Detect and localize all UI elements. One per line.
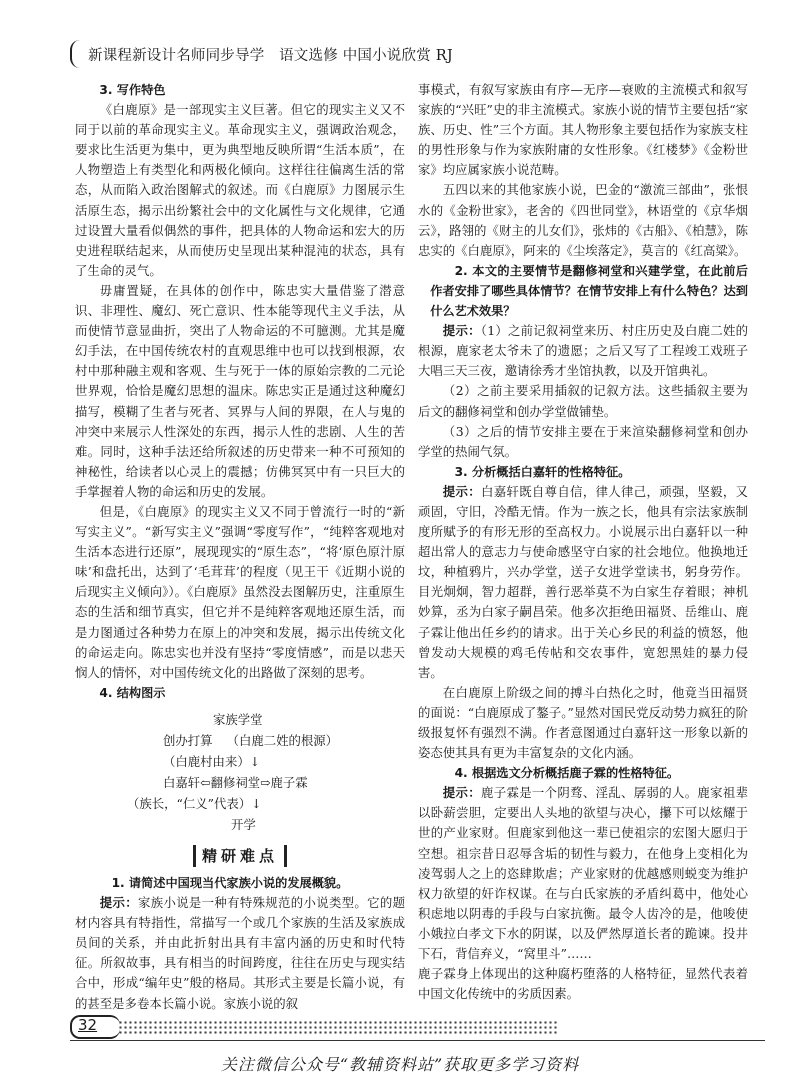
structure-diagram [75, 709, 405, 835]
question-3: 3. 分析概括白嘉轩的性格特征。 [454, 464, 631, 479]
hint-label: 提示： [442, 323, 481, 339]
diagram-row [75, 793, 405, 814]
section-4-title: 4. 结构图示 [99, 685, 166, 700]
diagram-node: 鹿子霖 [270, 774, 308, 790]
paragraph: 事模式，有叙写家族由有序—无序—衰败的主流模式和叙写家族的“兴旺”史的非主流模式。家族小说的情节主要包括“家族、历史、性”三个方面。其人物形象主要包括作为家族支柱的男性形象与作为家族附庸的女性形象。《红楼梦》《金粉世家》均应属家族小说范畴。 [418, 82, 748, 178]
answer-2 [418, 321, 748, 381]
paragraph: 鹿子霖身上体现出的这种腐朽堕落的人格特征，显然代表着中国文化传统中的劣质因素。 [418, 966, 748, 1002]
diagram-row [75, 730, 405, 751]
answer-text: （1）之前记叙祠堂来历、村庄历史及白鹿二姓的根源，鹿家老太爷未了的遗愿；之后又写了工程竣工戏班子大唱三天三夜，邀请徐秀才坐馆执教，以及开馆典礼。 [418, 323, 749, 379]
arrow-down-icon: ↓ [249, 753, 261, 769]
diagram-node: 白嘉轩 [163, 774, 201, 790]
footer-note: 关注微信公众号“教辅资料站”获取更多学习资料 [220, 1055, 580, 1074]
page-header [70, 40, 770, 70]
question-2: 2. 本文的主要情节是翻修祠堂和兴建学堂，在此前后作者安排了哪些具体情节？在情节安排上有什么特色？达到什么艺术效果？ [430, 263, 748, 319]
diagram-note: （白鹿村由来） [163, 753, 250, 769]
diagram-row [75, 751, 405, 772]
hint-label: 提示： [442, 483, 481, 499]
answer-text: 鹿子霖是一个阴骛、淫乱、孱弱的人。鹿家祖辈以卧薪尝胆，定要出人头地的欲望与决心，攥下可以炫耀于世的产业家财。但鹿家到他这一辈已使祖宗的宏图大愿归于空想。祖宗昔日忍辱含垢的韧性与毅力，在他身上变相化为凌驾弱人之上的恣肆欺虐；产业家财的优越感则蜕变为维护权力欲望的奸诈权谋。在与白氏家族的矛盾纠葛中，他处心积虑地以阴毒的手段与白家抗衡。最令人齿冷的是，他唆使小娥拉白孝文下水的阴谋，以及俨然厚道长者的跪谏。投井下石，背信弃义，“窝里斗”…… [418, 785, 749, 962]
answer-1 [75, 893, 405, 1014]
paragraph: 在白鹿原上阶级之间的搏斗白热化之时，他竟当田福贤的面说：“白鹿原成了鏊子。”显然对国民党反动势力疯狂的阶级报复怀有强烈不满。作者意图通过白嘉轩这一形象以新的姿态使其具有更为丰富复杂的文化内涵。 [418, 684, 748, 761]
diagram-node: 创办打算 [163, 732, 213, 748]
paragraph: 但是，《白鹿原》的现实主义又不同于曾流行一时的“新写实主义”。“新写实主义”强调“零度写作”，“纯粹客观地对生活本态进行还原”，展现现实的“原生态”，“将‘原色原汁原味’和盘托出，达到了‘毛茸茸’的程度（见王干《近期小说的后现实主义倾向》）。《白鹿原》虽然没去图解历史，注重原生态的生活和细节真实，但它并不是纯粹客观地还原生活，而是力图通过各种势力在原上的冲突和发展，揭示出传统文化的命运走向。陈忠实也并没有坚持“零度情感”，而是以悲天悯人的情怀，对中国传统文化的出路做了深刻的思考。 [75, 503, 405, 680]
paragraph: 《白鹿原》是一部现实主义巨著。但它的现实主义又不同于以前的革命现实主义。革命现实主义，强调政治观念，要求比生活更为集中，更为典型地反映所谓“生活本质”，在人物塑造上有类型化和两极化倾向。这样往往偏离生活的常态，从而陷入政治图解式的叙述。而《白鹿原》力图展示生活原生态，揭示出纷繁社会中的文化属性与文化规律，它通过设置大量看似偶然的事件，把具体的人物命运和宏大的历史进程联结起来，从而使历史呈现出某种混沌的状态，具有了生命的灵气。 [75, 102, 405, 278]
arrow-right-icon: ⇨ [260, 774, 271, 790]
answer-text: 家族小说是一种有特殊规范的小说类型。它的题材内容具有特指性，常描写一个或几个家族的生活及家族成员间的关系，并由此折射出具有丰富内涵的历史和时代特征。所叙故事，具有相当的时间跨度，往往在历史与现实结合中，形成“编年史”般的格局。其形式主要是长篇小说，有的甚至是多卷本长篇小说。家族小说的叙 [75, 895, 406, 1011]
diagram-row [75, 772, 405, 793]
header-bracket-decoration [70, 40, 80, 68]
question-4: 4. 根据选文分析概括鹿子霖的性格特征。 [454, 766, 680, 781]
paragraph: （3）之后的情节安排主要在于来渲染翻修祠堂和创办学堂的热闹气氛。 [418, 423, 748, 459]
hint-label: 提示： [442, 785, 481, 801]
paragraph: （2）之前主要采用插叙的记叙方法。这些插叙主要为后文的翻修祠堂和创办学堂做铺垫。 [418, 383, 748, 419]
diagram-node: 翻修祠堂 [210, 774, 261, 790]
section-banner [75, 845, 405, 867]
diagram-node: 家族学堂 [213, 711, 263, 727]
page-number-text: 32 [78, 1016, 98, 1034]
arrow-left-icon: ⇦ [200, 774, 211, 790]
section-3-title: 3. 写作特色 [99, 83, 166, 97]
answer-3 [418, 482, 748, 683]
left-column [75, 80, 405, 1014]
footer-divider [70, 1040, 765, 1041]
diagram-note: （族长，“仁义”代表） [127, 795, 252, 811]
arrow-down-icon: ↓ [251, 795, 262, 811]
dotted-decoration [118, 1020, 558, 1034]
paragraph: 五四以来的其他家族小说，巴金的“激流三部曲”，张恨水的《金粉世家》，老舍的《四世同堂》，林语堂的《京华烟云》，路翎的《财主的儿女们》，张炜的《古船》、《柏慧》，陈忠实的《白鹿原》，阿来的《尘埃落定》，莫言的《红高粱》。 [418, 182, 748, 258]
diagram-node: 开学 [231, 816, 256, 832]
paragraph: 毋庸置疑，在具体的创作中，陈忠实大量借鉴了潜意识、非理性、魔幻、死亡意识、性本能等现代主义手法，从而使情节意显曲折，突出了人物命运的不可臆测。尤其是魔幻手法，在中国传统农村的直观思维中也可以找到根源，农村中那种融主观和客观、生与死于一体的原始宗教的二元论世界观，恰恰是魔幻思想的温床。陈忠实正是通过这种魔幻描写，模糊了生者与死者、冥界与人间的界限，在人与鬼的冲突中来展示人性深处的东西，揭示人性的悲剧、人生的苦难。同时，这种手法还给所叙述的历史带来一种不可预知的神秘性，给读者以心灵上的震撼；仿佛冥冥中有一只巨大的手掌握着人物的命运和历史的发展。 [75, 282, 405, 499]
question-1: 1. 请简述中国现当代家族小说的发展概貌。 [111, 876, 349, 890]
page-number [70, 1015, 122, 1037]
answer-4 [418, 783, 748, 964]
diagram-note: （白鹿二姓的根源） [226, 732, 339, 748]
banner-title: 精研难点 [193, 845, 287, 867]
hint-label: 提示： [99, 895, 138, 911]
right-column [418, 80, 748, 1004]
answer-text: 白嘉轩既自尊自信，律人律己，顽强，坚毅，又顽固，守旧，冷酷无情。作为一族之长，他具有宗法家族制度所赋予的有形无形的至高权力。小说展示出白嘉轩以一种超出常人的意志力与使命感坚守白家的社会地位。他换地迁坟，种植鸦片，兴办学堂，送子女进学堂读书，躬身劳作。目光炯炯，智力超群，善行恶举莫不为白家生存着眼；神机妙算，丞为白家子嗣昌荣。他多次拒绝田福贤、岳维山、鹿子霖让他出任乡约的请求。出于关心乡民的利益的愤怒，他曾发动大规模的鸡毛传帖和交农事件，宽恕黑娃的暴力侵害。 [418, 483, 749, 680]
header-title: 新课程新设计名师同步导学 语文选修 中国小说欣赏 RJ [88, 48, 453, 64]
